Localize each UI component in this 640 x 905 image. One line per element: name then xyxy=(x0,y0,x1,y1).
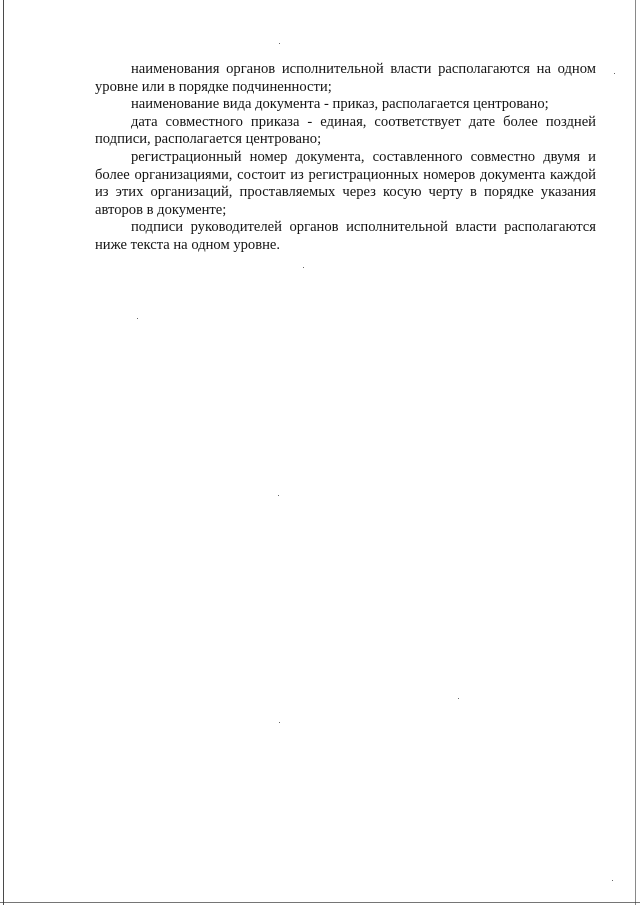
paragraph-agency-names: наименования органов исполнительной власти располагаются на одном уровне или в порядке подчиненности; xyxy=(95,61,596,95)
paragraph-signatures: подписи руководителей органов исполнительной власти располагаются ниже текста на одном уровне. xyxy=(95,219,596,253)
scan-speck xyxy=(137,318,138,319)
paragraph-joint-order-date: дата совместного приказа - единая, соответствует дате более поздней подписи, располагается центровано; xyxy=(95,113,596,148)
scan-speck xyxy=(279,722,280,723)
paragraph-document-type: наименование вида документа - приказ, располагается центровано; xyxy=(131,96,549,113)
scan-speck xyxy=(612,880,613,881)
scan-speck xyxy=(614,73,615,74)
scan-right-edge xyxy=(635,0,636,905)
scan-speck xyxy=(278,495,279,496)
scan-speck xyxy=(458,698,459,699)
scan-bottom-edge xyxy=(0,902,640,903)
paragraph-registration-number: регистрационный номер документа, составленного совместно двумя и более организациями, состоит из регистрационных номеров документа каждой из этих организаций, проставляемых через косую черту в порядке указания авторов в документе; xyxy=(95,148,596,218)
scan-speck xyxy=(303,267,304,268)
scan-left-edge xyxy=(3,0,4,905)
document-body xyxy=(95,61,596,255)
scan-speck xyxy=(279,43,280,44)
